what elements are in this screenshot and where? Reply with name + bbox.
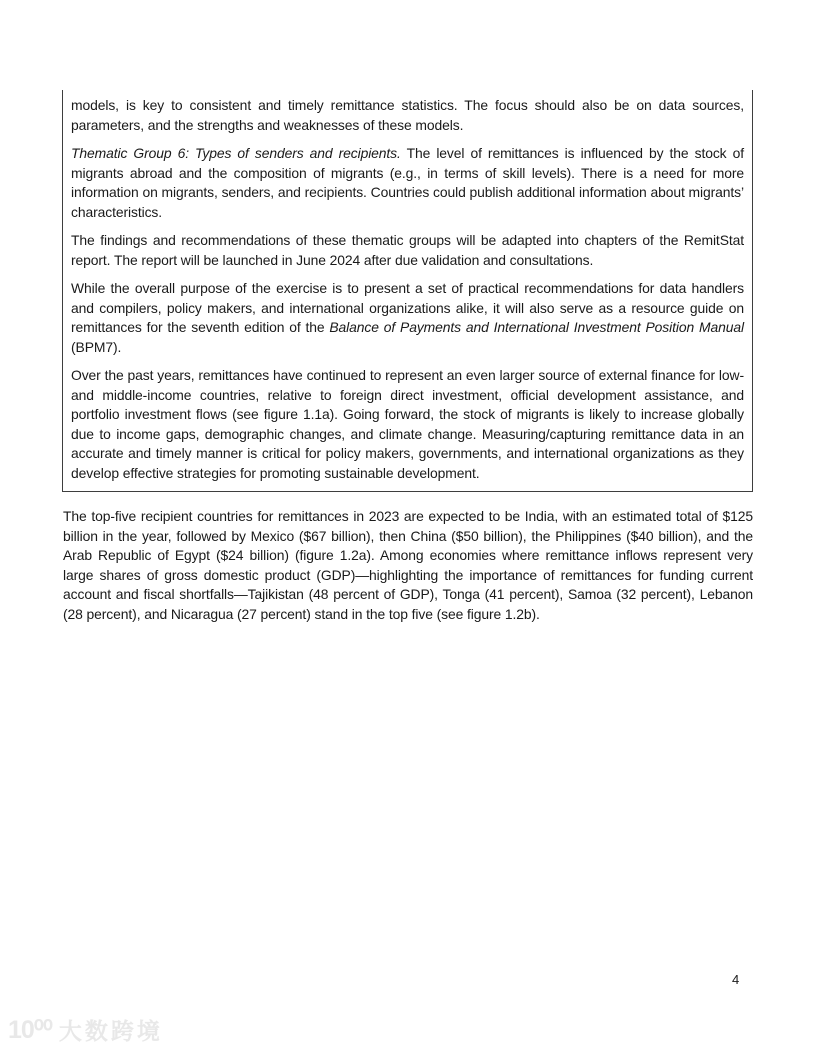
thematic-groups-text-box [62,90,753,492]
watermark-text: 大数跨境 [58,1018,163,1044]
page-content [62,90,753,633]
box-paragraph-purpose [71,279,744,357]
box-paragraph-findings: The findings and recommendations of these thematic groups will be adapted into chapters of the RemitStat report. The report will be launched in June 2024 after due validation and consultations. [71,232,744,268]
purpose-lead: While the overall purpose of the exercise is to present a set of practical recommendations for data handlers and compilers, policy makers, and international organizations alike, it will also serve as a resource guide on remittances for the seventh edition of the [71,280,744,335]
box-paragraph-models: models, is key to consistent and timely remittance statistics. The focus should also be on data sources, parameters, and the strengths and weaknesses of these models. [71,97,744,133]
watermark [8,1016,163,1046]
bpm7-manual-title-italic: Balance of Payments and International Investment Position Manual [329,319,744,335]
watermark-logo-icon: 10⁰⁰ [8,1016,52,1044]
thematic-group-6-italic-lead: Thematic Group 6: Types of senders and recipients. [71,145,401,161]
box-paragraph-remittances-trend: Over the past years, remittances have continued to represent an even larger source of external finance for low- and middle-income countries, relative to foreign direct investment, official development assistance, and portfolio investment flows (see figure 1.1a). Going forward, the stock of migrants is likely to increase globally due to income gaps, demographic changes, and climate change. Measuring/capturing remittance data in an accurate and timely manner is critical for policy makers, governments, and international organizations as they develop effective strategies for promoting sustainable development. [71,367,744,481]
box-paragraph-thematic-group-6 [71,144,744,222]
thematic-group-6-body: The level of remittances is influenced by the stock of migrants abroad and the composition of migrants (e.g., in terms of skill levels). There is a need for more information on migrants, senders, and recipients. Countries could publish additional information about migrants’ characteristics. [71,145,744,220]
page-number: 4 [732,972,740,987]
body-paragraph-top-recipients: The top-five recipient countries for remittances in 2023 are expected to be India, with an estimated total of $125 billion in the year, followed by Mexico ($67 billion), then China ($50 billion), the Philippines ($40 billion), and the Arab Republic of Egypt ($24 billion) (figure 1.2a). Among economies where remittance inflows represent very large shares of gross domestic product (GDP)—highlighting the importance of remittances for funding current account and fiscal shortfalls—Tajikistan (48 percent of GDP), Tonga (41 percent), Samoa (32 percent), Lebanon (28 percent), and Nicaragua (27 percent) stand in the top five (see figure 1.2b). [63,508,753,622]
purpose-tail: (BPM7). [71,338,122,355]
